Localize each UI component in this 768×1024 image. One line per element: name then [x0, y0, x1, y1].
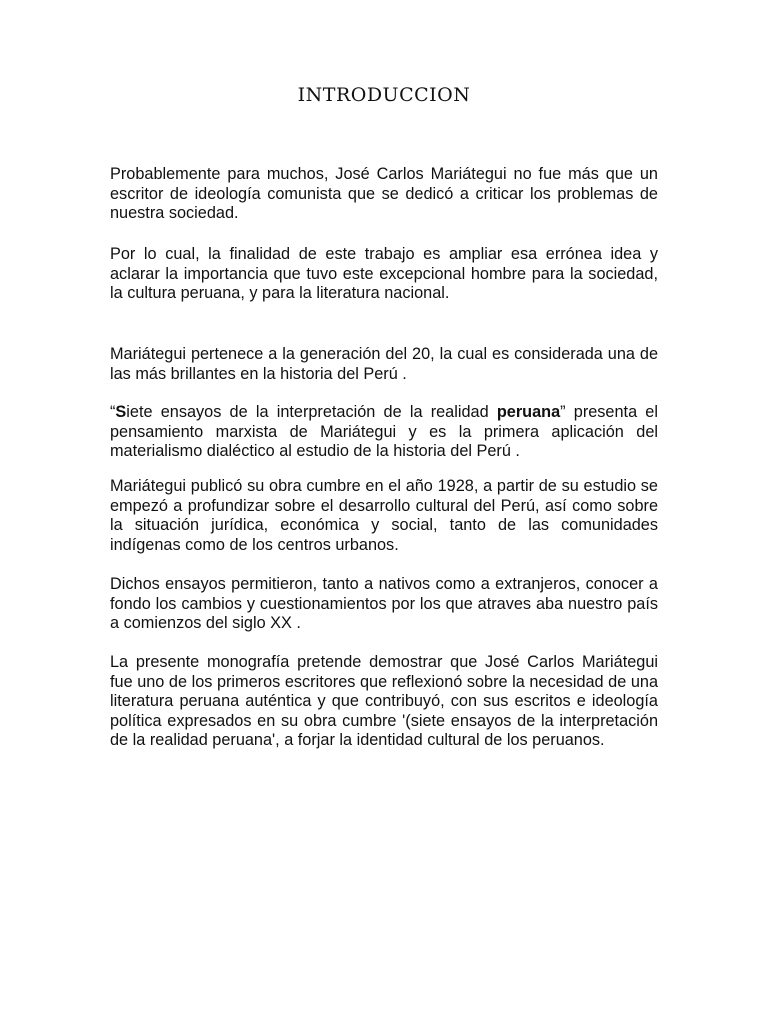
paragraph-5	[110, 477, 658, 555]
paragraph-7	[110, 653, 658, 751]
paragraph-1-text: Probablemente para muchos, José Carlos Mariátegui no fue más que un escritor de ideología comunista que se dedicó a criticar los problemas de nuestra sociedad.	[110, 165, 658, 222]
paragraph-4-text	[110, 403, 658, 462]
paragraph-4-rest: presenta el pensamiento marxista de Mariátegui y es la primera aplicación del materialismo dialéctico al estudio de la historia del Perú .	[110, 403, 658, 460]
paragraph-5-text: Mariátegui publicó su obra cumbre en el año 1928, a partir de su estudio se empezó a profundizar sobre el desarrollo cultural del Perú, así como sobre la situación jurídica, económica y social, tanto de las comunidades indígenas como de los centros urbanos.	[110, 477, 658, 554]
paragraph-3	[110, 345, 658, 384]
paragraph-4-bold-word: peruana	[496, 403, 561, 421]
paragraph-4	[110, 403, 658, 462]
paragraph-4-open-quote: “	[110, 403, 116, 421]
paragraph-3-text: Mariátegui pertenece a la generación del 20, la cual es considerada una de las más brillantes en la historia del Perú .	[110, 345, 658, 383]
paragraph-4-close-quote: ”	[560, 403, 566, 421]
paragraph-4-mid: iete ensayos de la interpretación de la realidad	[126, 403, 497, 421]
paragraph-2	[110, 245, 658, 304]
paragraph-6-text: Dichos ensayos permitieron, tanto a nativos como a extranjeros, conocer a fondo los cambios y cuestionamientos por los que atraves aba nuestro país a comienzos del siglo XX .	[110, 575, 658, 632]
document-title: INTRODUCCION	[297, 84, 471, 106]
paragraph-7-text: La presente monografía pretende demostrar que José Carlos Mariátegui fue uno de los primeros escritores que reflexionó sobre la necesidad de una literatura peruana auténtica y que contribuyó, con sus escritos e ideología política expresados en su obra cumbre '(siete ensayos de la interpretación de la realidad peruana', a forjar la identidad cultural de los peruanos.	[110, 653, 658, 749]
paragraph-2-text: Por lo cual, la finalidad de este trabajo es ampliar esa errónea idea y aclarar la importancia que tuvo este excepcional hombre para la sociedad, la cultura peruana, y para la literatura nacional.	[110, 245, 658, 302]
paragraph-4-initial: S	[115, 403, 127, 421]
paragraph-6	[110, 575, 658, 634]
paragraph-1	[110, 165, 658, 224]
